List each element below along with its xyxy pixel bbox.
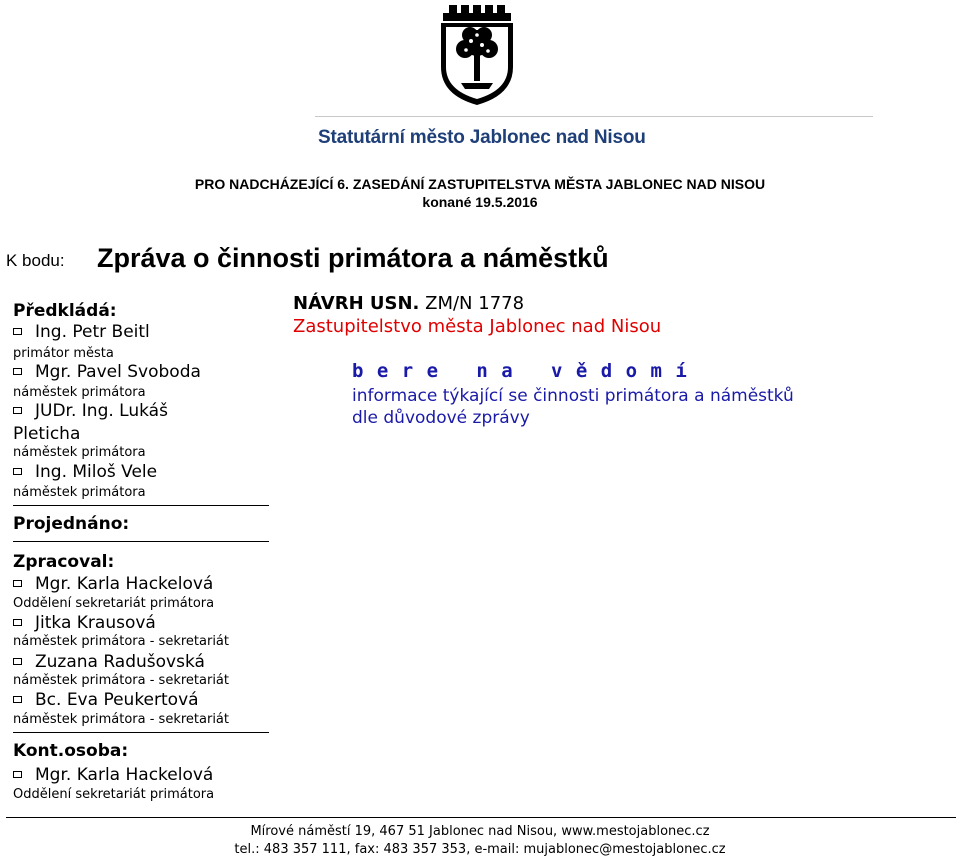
city-name: Statutární město Jablonec nad Nisou: [318, 127, 646, 148]
section-divider: [13, 505, 269, 506]
preparer-name: Mgr. Karla Hackelová: [13, 574, 213, 595]
prepared-by-title: Zpracoval:: [13, 552, 115, 572]
contact-title: Kont.osoba:: [13, 741, 129, 761]
agenda-label: K bodu:: [6, 251, 65, 270]
preparer-name: Jitka Krausová: [13, 613, 156, 634]
resolution-text: [352, 385, 794, 429]
council-name: Zastupitelstvo města Jablonec nad Nisou: [293, 316, 662, 337]
resolution-text-line: dle důvodové zprávy: [352, 408, 530, 428]
submitter-name: Ing. Petr Beitl: [13, 322, 150, 343]
resolution-proposal: NÁVRH USN. ZM/N 1778: [293, 293, 525, 314]
submitter-name: JUDr. Ing. Lukáš: [13, 401, 168, 422]
submitter-role: náměstek primátora: [13, 485, 146, 500]
preparer-role: náměstek primátora - sekretariát: [13, 712, 229, 727]
submitted-by-title: Předkládá:: [13, 301, 117, 321]
logo-divider: [315, 116, 873, 117]
bullet-icon: [13, 658, 22, 665]
discussed-title: Projednáno:: [13, 514, 130, 534]
bullet-icon: [13, 619, 22, 626]
footer-contact: tel.: 483 357 111, fax: 483 357 353, e-mail: mujablonec@mestojablonec.cz: [234, 842, 726, 857]
contact-role: Oddělení sekretariát primátora: [13, 787, 215, 802]
footer-divider: [6, 817, 956, 818]
bullet-icon: [13, 696, 22, 703]
bullet-icon: [13, 468, 22, 475]
submitter-name: Ing. Miloš Vele: [13, 462, 157, 483]
resolution-text-line: informace týkající se činnosti primátora a náměstků: [352, 386, 794, 406]
contact-name: Mgr. Karla Hackelová: [13, 765, 213, 786]
footer-address: Mírové náměstí 19, 467 51 Jablonec nad Nisou, www.mestojablonec.cz: [250, 824, 710, 839]
bullet-icon: [13, 580, 22, 587]
bullet-icon: [13, 368, 22, 375]
submitter-name: Mgr. Pavel Svoboda: [13, 362, 201, 383]
city-crest-logo: [437, 5, 517, 107]
bullet-icon: [13, 407, 22, 414]
resolution-verb: b e r e n a v ě d o m í: [352, 360, 688, 382]
preparer-role: náměstek primátora - sekretariát: [13, 673, 229, 688]
submitter-role: náměstek primátora: [13, 445, 146, 460]
agenda-title: Zpráva o činnosti primátora a náměstků: [97, 243, 609, 273]
submitter-role: primátor města: [13, 346, 114, 361]
bullet-icon: [13, 771, 22, 778]
meeting-heading: PRO NADCHÁZEJÍCÍ 6. ZASEDÁNÍ ZASTUPITELSTVA MĚSTA JABLONEC NAD NISOU: [194, 176, 766, 192]
preparer-name: Bc. Eva Peukertová: [13, 690, 199, 711]
submitter-role: náměstek primátora: [13, 385, 146, 400]
submitter-name-continued: Pleticha: [13, 424, 81, 444]
meeting-date: konané 19.5.2016: [422, 194, 538, 210]
section-divider: [13, 732, 269, 733]
preparer-name: Zuzana Radušovská: [13, 652, 205, 673]
section-divider: [13, 541, 269, 542]
preparer-role: náměstek primátora - sekretariát: [13, 634, 229, 649]
preparer-role: Oddělení sekretariát primátora: [13, 596, 215, 611]
bullet-icon: [13, 328, 22, 335]
